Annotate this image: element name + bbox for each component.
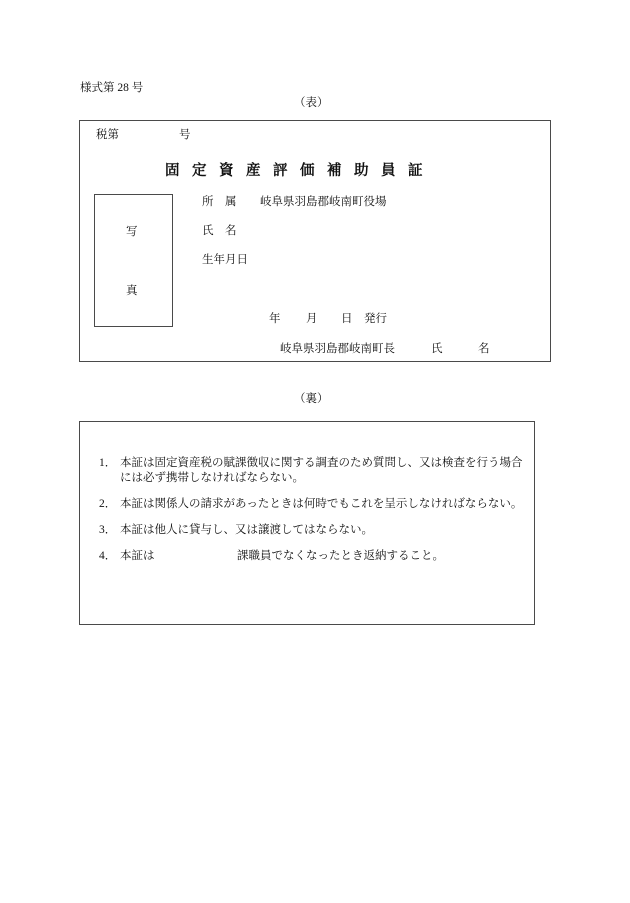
item-text: 本証は関係人の請求があったときは何時でもこれを呈示しなければならない。 (120, 498, 523, 510)
name-label: 氏 名 (202, 225, 237, 237)
photo-label-bottom: 真 (126, 285, 138, 297)
issuer-name-part-1: 氏 (431, 343, 443, 355)
affiliation-value: 岐阜県羽島郡岐南町役場 (260, 196, 387, 208)
card-number-prefix: 税第 (96, 129, 119, 141)
item-number: 3． (99, 524, 117, 536)
item-number: 1． (99, 457, 117, 469)
birthdate-label: 生年月日 (202, 254, 248, 266)
item-text-line: には必ず携帯しなければならない。 (120, 472, 304, 484)
issue-year-label: 年 (269, 313, 281, 325)
issuer-name-part-2: 名 (478, 343, 490, 355)
issuer-title: 岐阜県羽島郡岐南町長 (280, 343, 395, 355)
affiliation-label: 所 属 (202, 196, 237, 208)
item-text-line: 本証は固定資産税の賦課徴収に関する調査のため質問し、又は検査を行う場合 (120, 457, 523, 469)
photo-box (94, 194, 173, 327)
card-title: 固定資産評価補助員証 (165, 163, 435, 179)
front-side-label: （表） (294, 97, 329, 109)
issue-day-label: 日 (341, 313, 353, 325)
back-side-label: （裏） (294, 393, 329, 405)
item-text-before-blank: 本証は (120, 550, 155, 562)
photo-label-top: 写 (126, 226, 138, 238)
card-number-suffix: 号 (179, 129, 191, 141)
issue-suffix: 発行 (364, 313, 387, 325)
front-card (79, 120, 551, 362)
back-card (79, 421, 535, 625)
item-number: 2． (99, 498, 117, 510)
item-text: 本証は他人に貸与し、又は譲渡してはならない。 (120, 524, 373, 536)
item-text-after-blank: 課職員でなくなったとき返納すること。 (237, 550, 444, 562)
form-number: 様式第 28 号 (80, 82, 144, 94)
item-number: 4． (99, 550, 117, 562)
issue-month-label: 月 (306, 313, 318, 325)
